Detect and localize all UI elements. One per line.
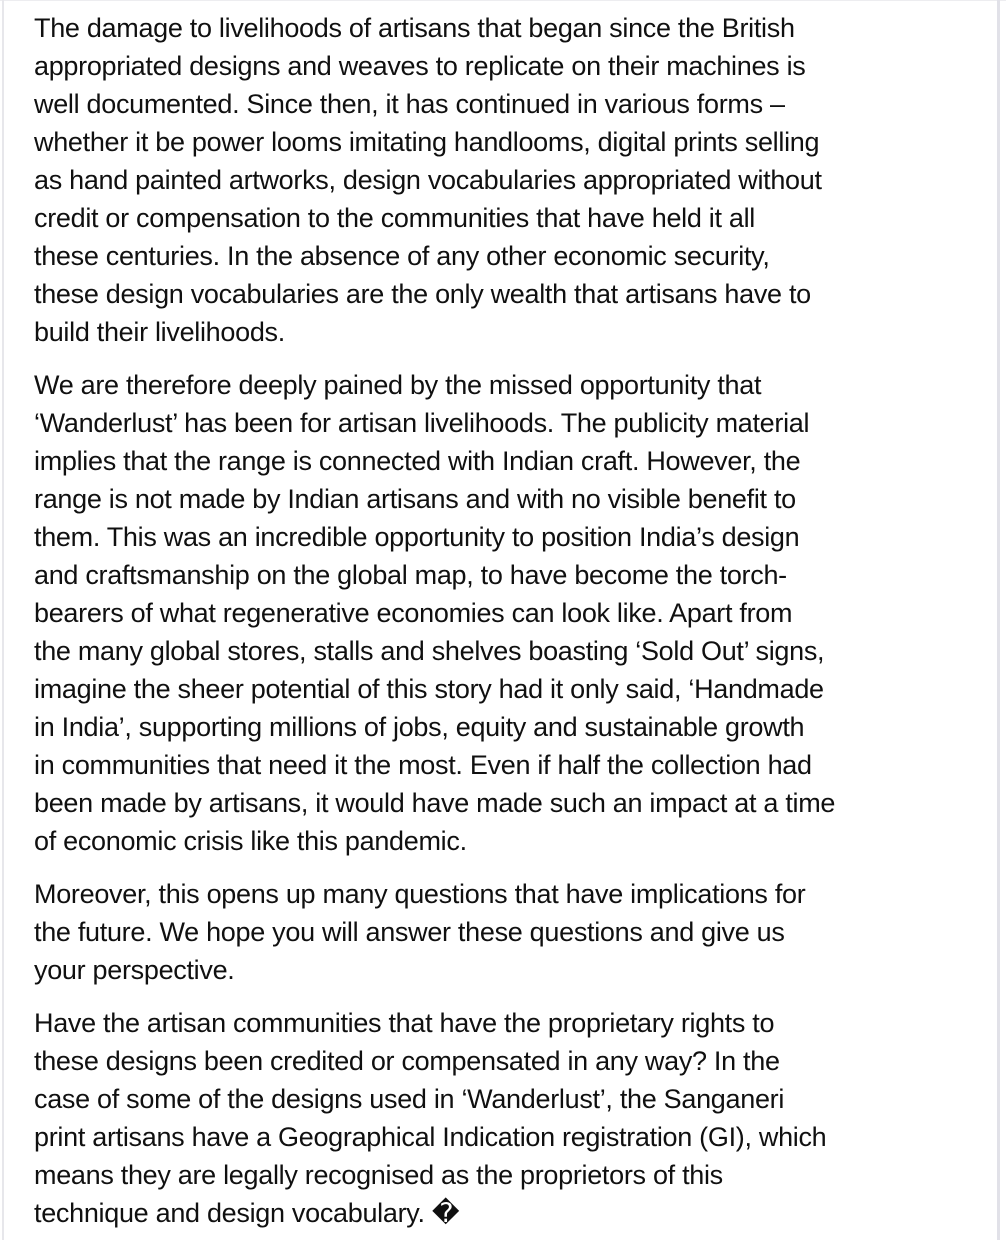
paragraph-proprietary-rights-question: Have the artisan communities that have the proprietary rights to these designs been credited or compensated in any way? In the case of some of the designs used in ‘Wanderlust’, the Sanganeri print artisans have a Geographical Indication registration (GI), which means they are legally recognised as the proprietors of this technique and design vocabulary. � xyxy=(34,1008,827,1228)
paragraph-damage-to-livelihoods: The damage to livelihoods of artisans that began since the British appropriated designs and weaves to replicate on their machines is well documented. Since then, it has continued in various forms – whether it be power looms imitating handlooms, digital prints selling as hand painted artworks, design vocabularies appropriated without credit or compensation to the communities that have held it all these centuries. In the absence of any other economic security, these design vocabularies are the only wealth that artisans have to build their livelihoods. xyxy=(34,13,822,347)
paragraph-missed-opportunity: We are therefore deeply pained by the missed opportunity that ‘Wanderlust’ has been for artisan livelihoods. The publicity material implies that the range is connected with Indian craft. However, the range is not made by Indian artisans and with no visible benefit to them. This was an incredible opportunity to position India’s design and craftsmanship on the global map, to have become the torch- bearers of what regenerative economies can look like. Apart from the many global stores, stalls and shelves boasting ‘Sold Out’ signs, imagine the sheer potential of this story had it only said, ‘Handmade in India’, supporting millions of jobs, equity and sustainable growth in communities that need it the most. Even if half the collection had been made by artisans, it would have made such an impact at a time of economic crisis like this pandemic. xyxy=(34,370,836,856)
paragraph-questions-intro: Moreover, this opens up many questions that have implications for the future. We hope you will answer these questions and give us your perspective. xyxy=(34,879,806,985)
